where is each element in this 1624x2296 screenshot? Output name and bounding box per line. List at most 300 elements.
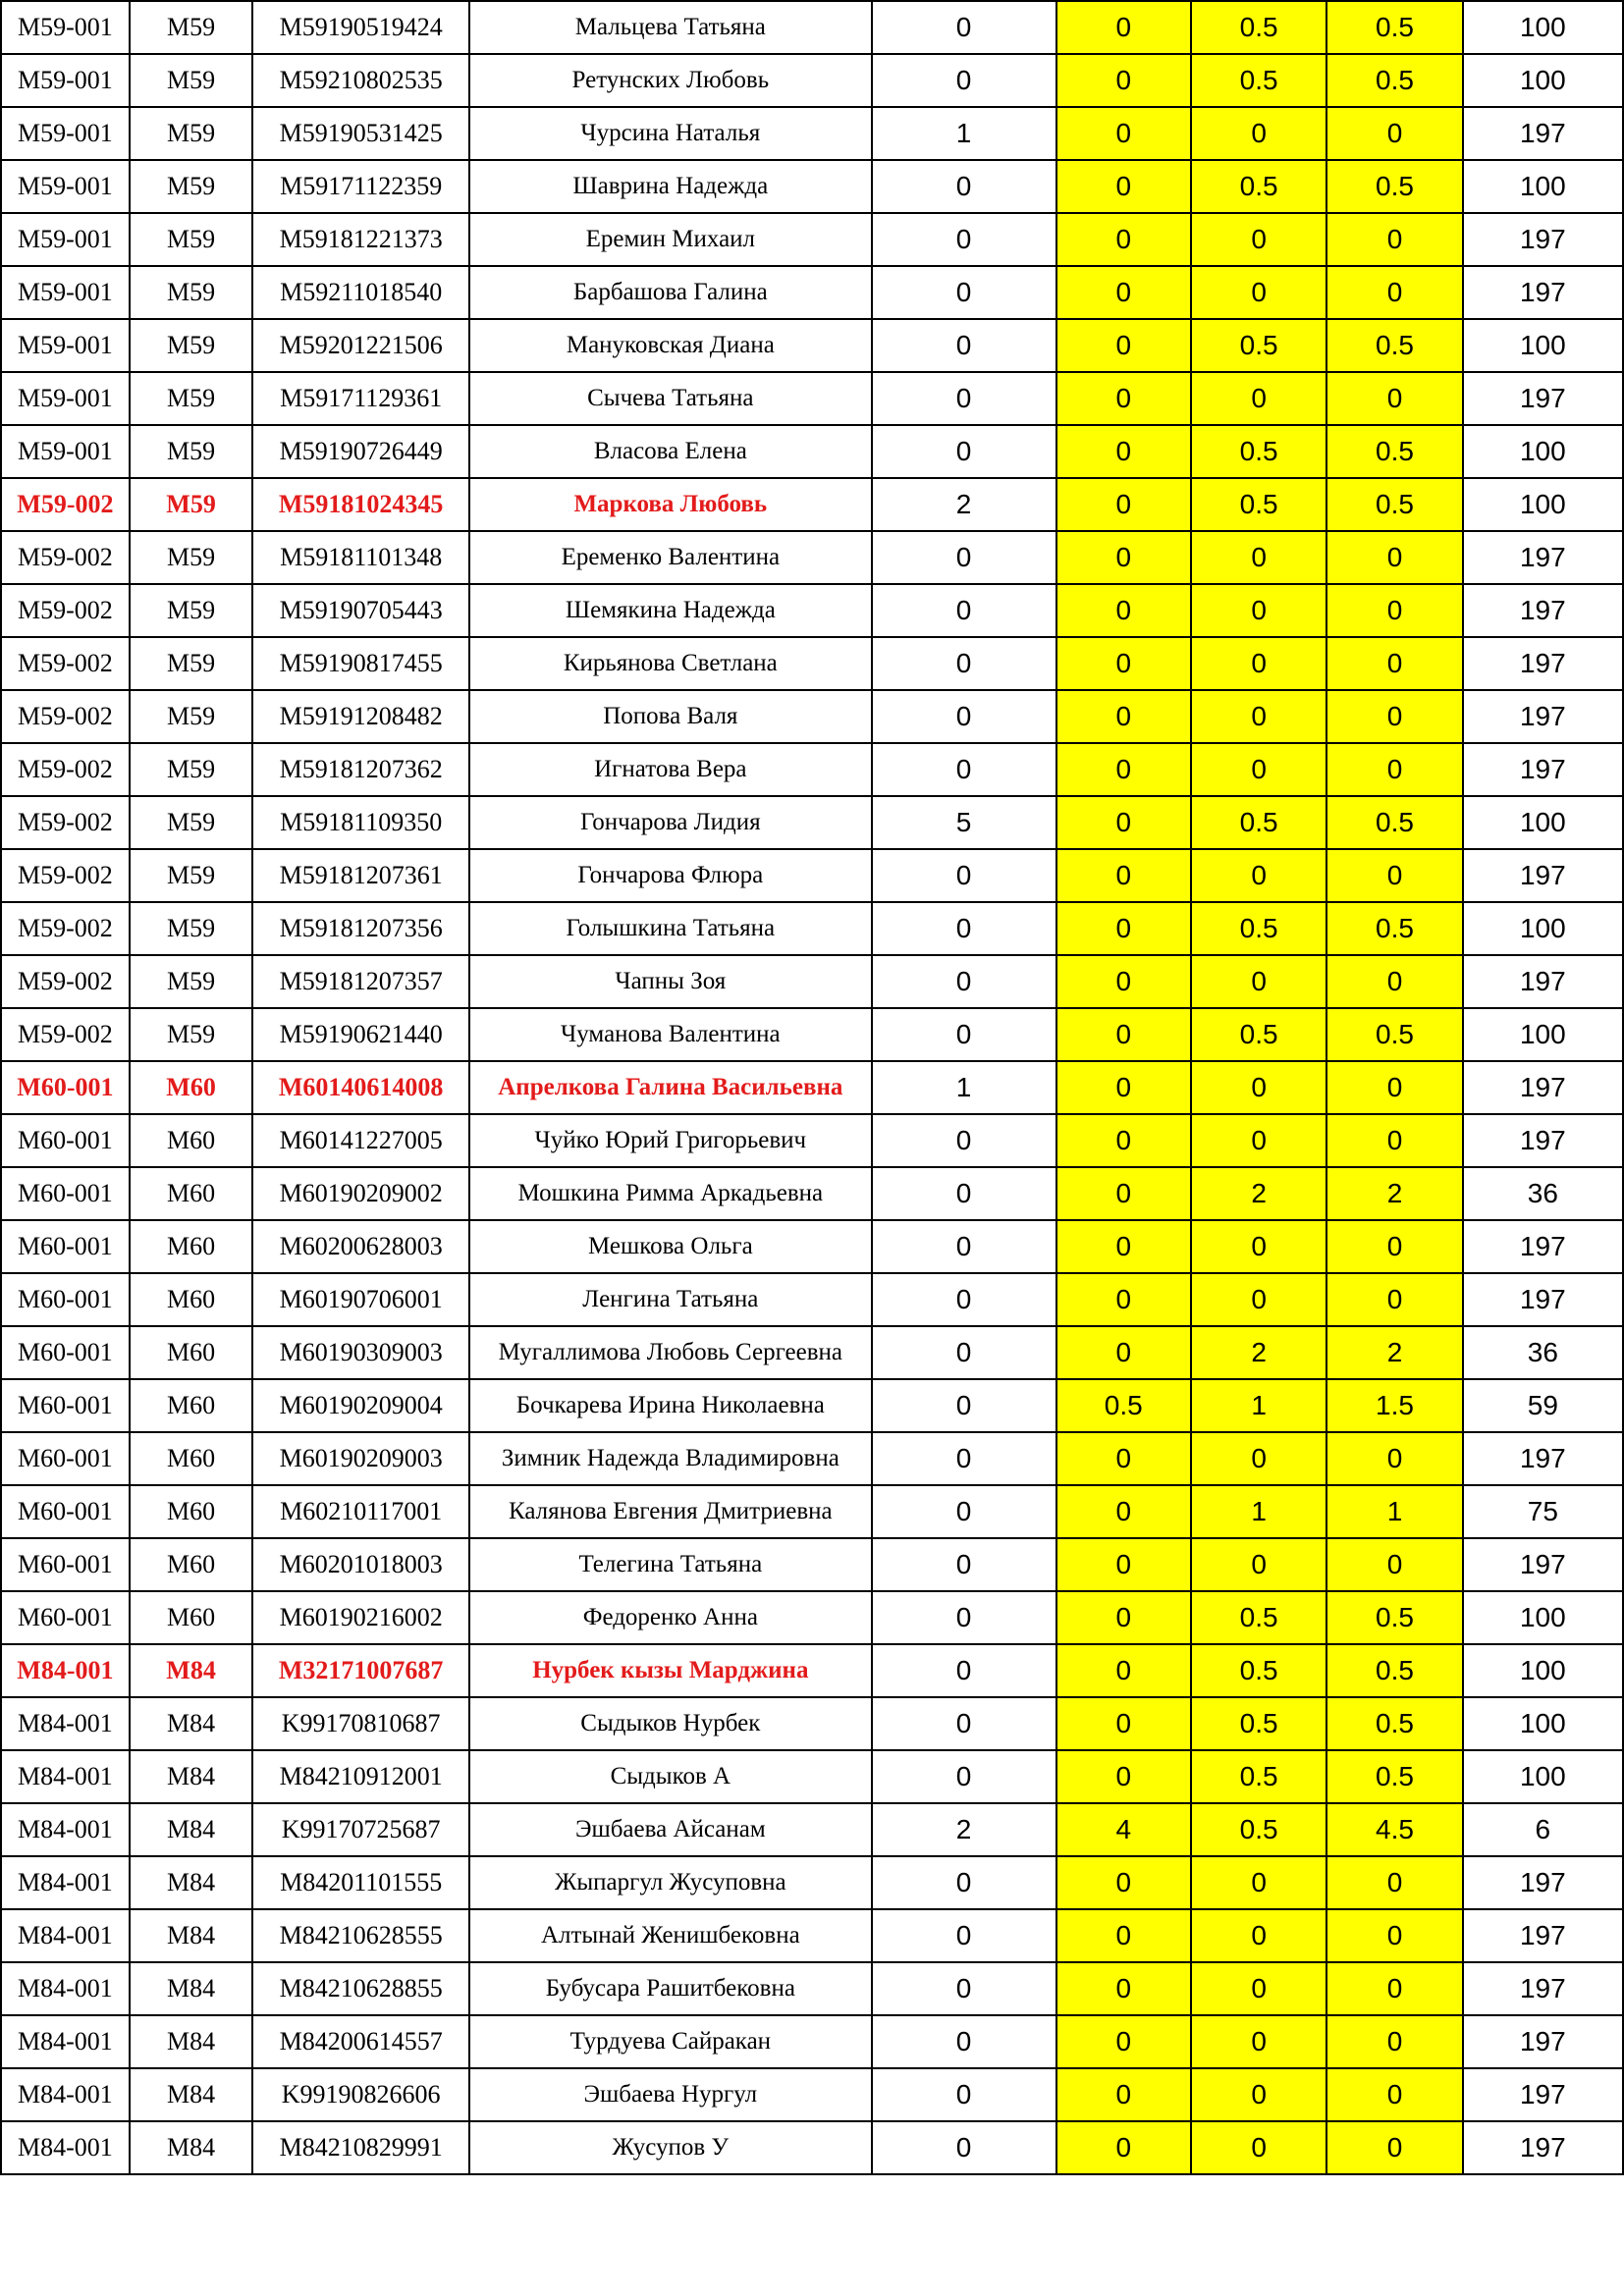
table-row: [1, 1114, 1623, 1167]
score-col-2-cell: 0: [1056, 319, 1191, 372]
rank-cell: 36: [1463, 1326, 1623, 1379]
region-code-cell: M60: [130, 1538, 253, 1591]
score-total-cell: 0: [1326, 1061, 1462, 1114]
group-code-cell: M59-001: [1, 213, 130, 266]
score-col-2-cell: 0: [1056, 1750, 1191, 1803]
group-code-cell: M84-001: [1, 2121, 130, 2174]
participant-name-cell: Ленгина Татьяна: [469, 1273, 872, 1326]
participant-id-cell: M59181024345: [252, 478, 469, 531]
table-row-group-leader: [1, 1644, 1623, 1697]
rank-cell: 197: [1463, 1114, 1623, 1167]
score-col-2-cell: 0: [1056, 796, 1191, 849]
table-row: [1, 1432, 1623, 1485]
group-code-cell: M59-001: [1, 160, 130, 213]
group-code-cell: M60-001: [1, 1273, 130, 1326]
score-col-3-cell: 0.5: [1191, 1, 1326, 54]
group-code-cell: M60-001: [1, 1326, 130, 1379]
score-total-cell: 0: [1326, 1273, 1462, 1326]
participant-name-cell: Жыпаргул Жусуповна: [469, 1856, 872, 1909]
score-col-3-cell: 0: [1191, 107, 1326, 160]
participant-name-cell: Игнатова Вера: [469, 743, 872, 796]
rank-cell: 100: [1463, 1644, 1623, 1697]
rank-cell: 197: [1463, 955, 1623, 1008]
table-row: [1, 1, 1623, 54]
group-code-cell: M59-002: [1, 637, 130, 690]
score-col-2-cell: 0: [1056, 955, 1191, 1008]
score-col-2-cell: 0: [1056, 1591, 1191, 1644]
participant-id-cell: M60190209002: [252, 1167, 469, 1220]
region-code-cell: M60: [130, 1167, 253, 1220]
participant-name-cell: Чапны Зоя: [469, 955, 872, 1008]
participant-name-cell: Мошкина Римма Аркадьевна: [469, 1167, 872, 1220]
score-col-1-cell: 0: [872, 743, 1056, 796]
score-col-1-cell: 0: [872, 1697, 1056, 1750]
participant-name-cell: Мугаллимова Любовь Сергеевна: [469, 1326, 872, 1379]
score-col-2-cell: 0: [1056, 1114, 1191, 1167]
score-total-cell: 1.5: [1326, 1379, 1462, 1432]
score-col-3-cell: 1: [1191, 1485, 1326, 1538]
score-col-2-cell: 0: [1056, 478, 1191, 531]
participant-id-cell: M59171129361: [252, 372, 469, 425]
score-col-2-cell: 0: [1056, 690, 1191, 743]
table-row: [1, 2068, 1623, 2121]
score-col-1-cell: 0: [872, 213, 1056, 266]
participant-name-cell: Еремин Михаил: [469, 213, 872, 266]
rank-cell: 197: [1463, 372, 1623, 425]
participant-id-cell: M59191208482: [252, 690, 469, 743]
score-col-3-cell: 0: [1191, 849, 1326, 902]
rank-cell: 197: [1463, 1061, 1623, 1114]
participant-id-cell: M84210829991: [252, 2121, 469, 2174]
score-col-1-cell: 2: [872, 1803, 1056, 1856]
group-code-cell: M59-002: [1, 1008, 130, 1061]
participant-name-cell: Голышкина Татьяна: [469, 902, 872, 955]
group-code-cell: M59-001: [1, 107, 130, 160]
participant-id-cell: M59211018540: [252, 266, 469, 319]
region-code-cell: M59: [130, 690, 253, 743]
region-code-cell: M59: [130, 955, 253, 1008]
group-code-cell: M59-002: [1, 796, 130, 849]
participant-name-cell: Сыдыков А: [469, 1750, 872, 1803]
group-code-cell: M59-002: [1, 849, 130, 902]
rank-cell: 100: [1463, 160, 1623, 213]
participant-id-cell: M59190531425: [252, 107, 469, 160]
score-col-2-cell: 0: [1056, 1, 1191, 54]
rank-cell: 197: [1463, 107, 1623, 160]
rank-cell: 75: [1463, 1485, 1623, 1538]
group-code-cell: M60-001: [1, 1538, 130, 1591]
score-total-cell: 0.5: [1326, 1, 1462, 54]
group-code-cell: M84-001: [1, 1909, 130, 1962]
score-col-2-cell: 0: [1056, 213, 1191, 266]
score-total-cell: 0: [1326, 743, 1462, 796]
score-col-1-cell: 0: [872, 584, 1056, 637]
score-col-2-cell: 0: [1056, 902, 1191, 955]
score-total-cell: 0: [1326, 1114, 1462, 1167]
score-total-cell: 0.5: [1326, 1697, 1462, 1750]
participant-id-cell: M60141227005: [252, 1114, 469, 1167]
participant-id-cell: K99170810687: [252, 1697, 469, 1750]
participant-name-cell: Мальцева Татьяна: [469, 1, 872, 54]
group-code-cell: M60-001: [1, 1432, 130, 1485]
score-col-1-cell: 0: [872, 160, 1056, 213]
group-code-cell: M84-001: [1, 2068, 130, 2121]
score-col-2-cell: 0: [1056, 2068, 1191, 2121]
region-code-cell: M59: [130, 213, 253, 266]
participant-id-cell: M60210117001: [252, 1485, 469, 1538]
table-row: [1, 2121, 1623, 2174]
participant-id-cell: M59171122359: [252, 160, 469, 213]
participant-name-cell: Власова Елена: [469, 425, 872, 478]
score-col-2-cell: 0: [1056, 1220, 1191, 1273]
score-col-1-cell: 0: [872, 1220, 1056, 1273]
participant-name-cell: Попова Валя: [469, 690, 872, 743]
group-code-cell: M84-001: [1, 2015, 130, 2068]
score-col-1-cell: 5: [872, 796, 1056, 849]
score-col-1-cell: 0: [872, 372, 1056, 425]
participant-name-cell: Эшбаева Нургул: [469, 2068, 872, 2121]
region-code-cell: M84: [130, 1803, 253, 1856]
score-col-2-cell: 0: [1056, 1697, 1191, 1750]
rank-cell: 197: [1463, 213, 1623, 266]
table-row: [1, 160, 1623, 213]
rank-cell: 100: [1463, 54, 1623, 107]
score-col-1-cell: 0: [872, 1644, 1056, 1697]
score-col-3-cell: 0: [1191, 213, 1326, 266]
score-col-3-cell: 0: [1191, 743, 1326, 796]
score-col-3-cell: 0.5: [1191, 319, 1326, 372]
participant-name-cell: Гончарова Флюра: [469, 849, 872, 902]
table-row: [1, 955, 1623, 1008]
score-col-3-cell: 0: [1191, 1220, 1326, 1273]
region-code-cell: M84: [130, 1909, 253, 1962]
score-col-3-cell: 0.5: [1191, 1644, 1326, 1697]
score-col-2-cell: 0: [1056, 107, 1191, 160]
table-row: [1, 1962, 1623, 2015]
region-code-cell: M59: [130, 319, 253, 372]
rank-cell: 6: [1463, 1803, 1623, 1856]
score-total-cell: 0: [1326, 637, 1462, 690]
region-code-cell: M84: [130, 2015, 253, 2068]
table-row: [1, 372, 1623, 425]
table-row: [1, 1379, 1623, 1432]
score-col-3-cell: 0: [1191, 2121, 1326, 2174]
rank-cell: 59: [1463, 1379, 1623, 1432]
score-total-cell: 0: [1326, 1432, 1462, 1485]
table-row-group-leader: [1, 1061, 1623, 1114]
rank-cell: 197: [1463, 1909, 1623, 1962]
group-code-cell: M59-001: [1, 266, 130, 319]
score-col-1-cell: 0: [872, 690, 1056, 743]
score-total-cell: 1: [1326, 1485, 1462, 1538]
table-row: [1, 1750, 1623, 1803]
score-col-3-cell: 0: [1191, 2015, 1326, 2068]
score-col-1-cell: 0: [872, 1, 1056, 54]
group-code-cell: M84-001: [1, 1697, 130, 1750]
rank-cell: 197: [1463, 1273, 1623, 1326]
score-total-cell: 0.5: [1326, 1008, 1462, 1061]
table-row: [1, 1167, 1623, 1220]
participant-name-cell: Алтынай Женишбековна: [469, 1909, 872, 1962]
participant-name-cell: Мешкова Ольга: [469, 1220, 872, 1273]
score-col-2-cell: 0.5: [1056, 1379, 1191, 1432]
score-col-2-cell: 0: [1056, 1962, 1191, 2015]
rank-cell: 100: [1463, 425, 1623, 478]
region-code-cell: M59: [130, 54, 253, 107]
participant-id-cell: M59190726449: [252, 425, 469, 478]
score-col-2-cell: 0: [1056, 1909, 1191, 1962]
score-col-2-cell: 0: [1056, 372, 1191, 425]
table-row: [1, 2015, 1623, 2068]
score-total-cell: 0: [1326, 584, 1462, 637]
rank-cell: 100: [1463, 1, 1623, 54]
region-code-cell: M84: [130, 2121, 253, 2174]
table-row: [1, 743, 1623, 796]
rank-cell: 100: [1463, 796, 1623, 849]
score-col-3-cell: 0: [1191, 372, 1326, 425]
participant-id-cell: M84210912001: [252, 1750, 469, 1803]
region-code-cell: M59: [130, 796, 253, 849]
rank-cell: 100: [1463, 319, 1623, 372]
region-code-cell: M84: [130, 1750, 253, 1803]
score-col-3-cell: 0.5: [1191, 1697, 1326, 1750]
score-col-2-cell: 0: [1056, 531, 1191, 584]
score-col-2-cell: 0: [1056, 1326, 1191, 1379]
score-total-cell: 0: [1326, 531, 1462, 584]
score-total-cell: 0.5: [1326, 1750, 1462, 1803]
participant-name-cell: Калянова Евгения Дмитриевна: [469, 1485, 872, 1538]
region-code-cell: M59: [130, 531, 253, 584]
table-row: [1, 796, 1623, 849]
group-code-cell: M84-001: [1, 1644, 130, 1697]
region-code-cell: M84: [130, 1697, 253, 1750]
participant-name-cell: Жусупов У: [469, 2121, 872, 2174]
score-col-1-cell: 0: [872, 1856, 1056, 1909]
score-col-1-cell: 0: [872, 1538, 1056, 1591]
rank-cell: 100: [1463, 478, 1623, 531]
region-code-cell: M59: [130, 743, 253, 796]
group-code-cell: M84-001: [1, 1962, 130, 2015]
participant-id-cell: M60190209004: [252, 1379, 469, 1432]
rank-cell: 36: [1463, 1167, 1623, 1220]
score-col-3-cell: 0: [1191, 1114, 1326, 1167]
table-row: [1, 54, 1623, 107]
score-col-2-cell: 0: [1056, 425, 1191, 478]
score-col-1-cell: 1: [872, 107, 1056, 160]
region-code-cell: M59: [130, 584, 253, 637]
score-col-1-cell: 0: [872, 54, 1056, 107]
participant-name-cell: Гончарова Лидия: [469, 796, 872, 849]
group-code-cell: M59-002: [1, 955, 130, 1008]
participant-id-cell: M60190706001: [252, 1273, 469, 1326]
participant-id-cell: M59210802535: [252, 54, 469, 107]
participant-id-cell: M59190817455: [252, 637, 469, 690]
rank-cell: 197: [1463, 1856, 1623, 1909]
rank-cell: 100: [1463, 902, 1623, 955]
group-code-cell: M60-001: [1, 1485, 130, 1538]
participant-id-cell: M84200614557: [252, 2015, 469, 2068]
participant-name-cell: Чуманова Валентина: [469, 1008, 872, 1061]
participant-id-cell: M59181109350: [252, 796, 469, 849]
score-col-2-cell: 0: [1056, 54, 1191, 107]
score-col-2-cell: 4: [1056, 1803, 1191, 1856]
score-total-cell: 0.5: [1326, 1644, 1462, 1697]
participant-id-cell: M59181221373: [252, 213, 469, 266]
group-code-cell: M59-002: [1, 743, 130, 796]
score-col-1-cell: 0: [872, 425, 1056, 478]
region-code-cell: M59: [130, 425, 253, 478]
score-col-3-cell: 0.5: [1191, 1803, 1326, 1856]
score-col-3-cell: 0: [1191, 1432, 1326, 1485]
participant-name-cell: Апрелкова Галина Васильевна: [469, 1061, 872, 1114]
score-col-2-cell: 0: [1056, 637, 1191, 690]
table-row: [1, 584, 1623, 637]
participant-name-cell: Чуйко Юрий Григорьевич: [469, 1114, 872, 1167]
table-row: [1, 1538, 1623, 1591]
region-code-cell: M60: [130, 1326, 253, 1379]
score-col-1-cell: 0: [872, 955, 1056, 1008]
score-col-1-cell: 0: [872, 1114, 1056, 1167]
group-code-cell: M60-001: [1, 1167, 130, 1220]
participant-name-cell: Кирьянова Светлана: [469, 637, 872, 690]
region-code-cell: M59: [130, 849, 253, 902]
participant-id-cell: M59181101348: [252, 531, 469, 584]
table-row: [1, 1856, 1623, 1909]
score-col-1-cell: 1: [872, 1061, 1056, 1114]
score-col-1-cell: 0: [872, 1909, 1056, 1962]
participant-name-cell: Шаврина Надежда: [469, 160, 872, 213]
score-col-3-cell: 0: [1191, 1061, 1326, 1114]
score-col-2-cell: 0: [1056, 1485, 1191, 1538]
score-total-cell: 0: [1326, 1856, 1462, 1909]
region-code-cell: M60: [130, 1432, 253, 1485]
score-col-3-cell: 0.5: [1191, 1750, 1326, 1803]
participant-id-cell: M60190209003: [252, 1432, 469, 1485]
table-row: [1, 107, 1623, 160]
participant-name-cell: Бубусара Рашитбековна: [469, 1962, 872, 2015]
participant-name-cell: Телегина Татьяна: [469, 1538, 872, 1591]
score-col-1-cell: 0: [872, 1273, 1056, 1326]
participant-name-cell: Федоренко Анна: [469, 1591, 872, 1644]
participant-name-cell: Зимник Надежда Владимировна: [469, 1432, 872, 1485]
table-body: [1, 1, 1623, 2174]
score-total-cell: 0: [1326, 372, 1462, 425]
score-total-cell: 0: [1326, 2121, 1462, 2174]
score-total-cell: 2: [1326, 1326, 1462, 1379]
score-total-cell: 2: [1326, 1167, 1462, 1220]
table-row: [1, 213, 1623, 266]
score-col-1-cell: 2: [872, 478, 1056, 531]
group-code-cell: M59-002: [1, 690, 130, 743]
score-total-cell: 0: [1326, 955, 1462, 1008]
region-code-cell: M59: [130, 1, 253, 54]
participant-id-cell: M84201101555: [252, 1856, 469, 1909]
table-row: [1, 1591, 1623, 1644]
table-row: [1, 266, 1623, 319]
score-col-3-cell: 0.5: [1191, 1591, 1326, 1644]
score-col-1-cell: 0: [872, 1432, 1056, 1485]
group-code-cell: M59-001: [1, 319, 130, 372]
score-total-cell: 0.5: [1326, 160, 1462, 213]
score-col-1-cell: 0: [872, 1326, 1056, 1379]
rank-cell: 197: [1463, 1432, 1623, 1485]
score-total-cell: 0.5: [1326, 796, 1462, 849]
score-col-2-cell: 0: [1056, 743, 1191, 796]
score-col-2-cell: 0: [1056, 2121, 1191, 2174]
score-col-2-cell: 0: [1056, 1167, 1191, 1220]
score-total-cell: 0.5: [1326, 54, 1462, 107]
participant-id-cell: M59181207357: [252, 955, 469, 1008]
region-code-cell: M60: [130, 1379, 253, 1432]
score-total-cell: 0.5: [1326, 425, 1462, 478]
region-code-cell: M59: [130, 902, 253, 955]
participant-name-cell: Турдуева Сайракан: [469, 2015, 872, 2068]
score-col-3-cell: 0: [1191, 531, 1326, 584]
score-col-2-cell: 0: [1056, 2015, 1191, 2068]
group-code-cell: M60-001: [1, 1591, 130, 1644]
participant-id-cell: M59181207361: [252, 849, 469, 902]
score-col-2-cell: 0: [1056, 266, 1191, 319]
group-code-cell: M84-001: [1, 1750, 130, 1803]
score-col-2-cell: 0: [1056, 1273, 1191, 1326]
region-code-cell: M60: [130, 1273, 253, 1326]
score-col-1-cell: 0: [872, 2015, 1056, 2068]
score-col-1-cell: 0: [872, 1962, 1056, 2015]
table-row: [1, 1220, 1623, 1273]
score-total-cell: 0: [1326, 1909, 1462, 1962]
score-col-3-cell: 0: [1191, 1962, 1326, 2015]
score-col-3-cell: 0: [1191, 1538, 1326, 1591]
rank-cell: 197: [1463, 266, 1623, 319]
table-row: [1, 531, 1623, 584]
score-total-cell: 0: [1326, 2015, 1462, 2068]
participant-name-cell: Ретунских Любовь: [469, 54, 872, 107]
rank-cell: 197: [1463, 2015, 1623, 2068]
score-col-1-cell: 0: [872, 319, 1056, 372]
score-col-3-cell: 0: [1191, 1856, 1326, 1909]
table-row: [1, 849, 1623, 902]
region-code-cell: M59: [130, 637, 253, 690]
participant-name-cell: Сыдыков Нурбек: [469, 1697, 872, 1750]
rank-cell: 197: [1463, 690, 1623, 743]
participant-id-cell: M59190705443: [252, 584, 469, 637]
rank-cell: 197: [1463, 2121, 1623, 2174]
score-total-cell: 0.5: [1326, 1591, 1462, 1644]
region-code-cell: M59: [130, 372, 253, 425]
group-code-cell: M59-001: [1, 54, 130, 107]
group-code-cell: M84-001: [1, 1803, 130, 1856]
score-col-2-cell: 0: [1056, 1061, 1191, 1114]
region-code-cell: M60: [130, 1220, 253, 1273]
rank-cell: 197: [1463, 1220, 1623, 1273]
score-col-3-cell: 0: [1191, 1909, 1326, 1962]
region-code-cell: M60: [130, 1485, 253, 1538]
group-code-cell: M59-002: [1, 584, 130, 637]
participant-id-cell: M84210628855: [252, 1962, 469, 2015]
group-code-cell: M60-001: [1, 1114, 130, 1167]
table-row: [1, 637, 1623, 690]
group-code-cell: M59-002: [1, 531, 130, 584]
score-col-2-cell: 0: [1056, 1008, 1191, 1061]
score-col-2-cell: 0: [1056, 1856, 1191, 1909]
participant-id-cell: M59181207362: [252, 743, 469, 796]
participant-name-cell: Еременко Валентина: [469, 531, 872, 584]
region-code-cell: M60: [130, 1114, 253, 1167]
participant-id-cell: M59181207356: [252, 902, 469, 955]
group-code-cell: M59-001: [1, 372, 130, 425]
rank-cell: 197: [1463, 1962, 1623, 2015]
score-col-3-cell: 0: [1191, 955, 1326, 1008]
